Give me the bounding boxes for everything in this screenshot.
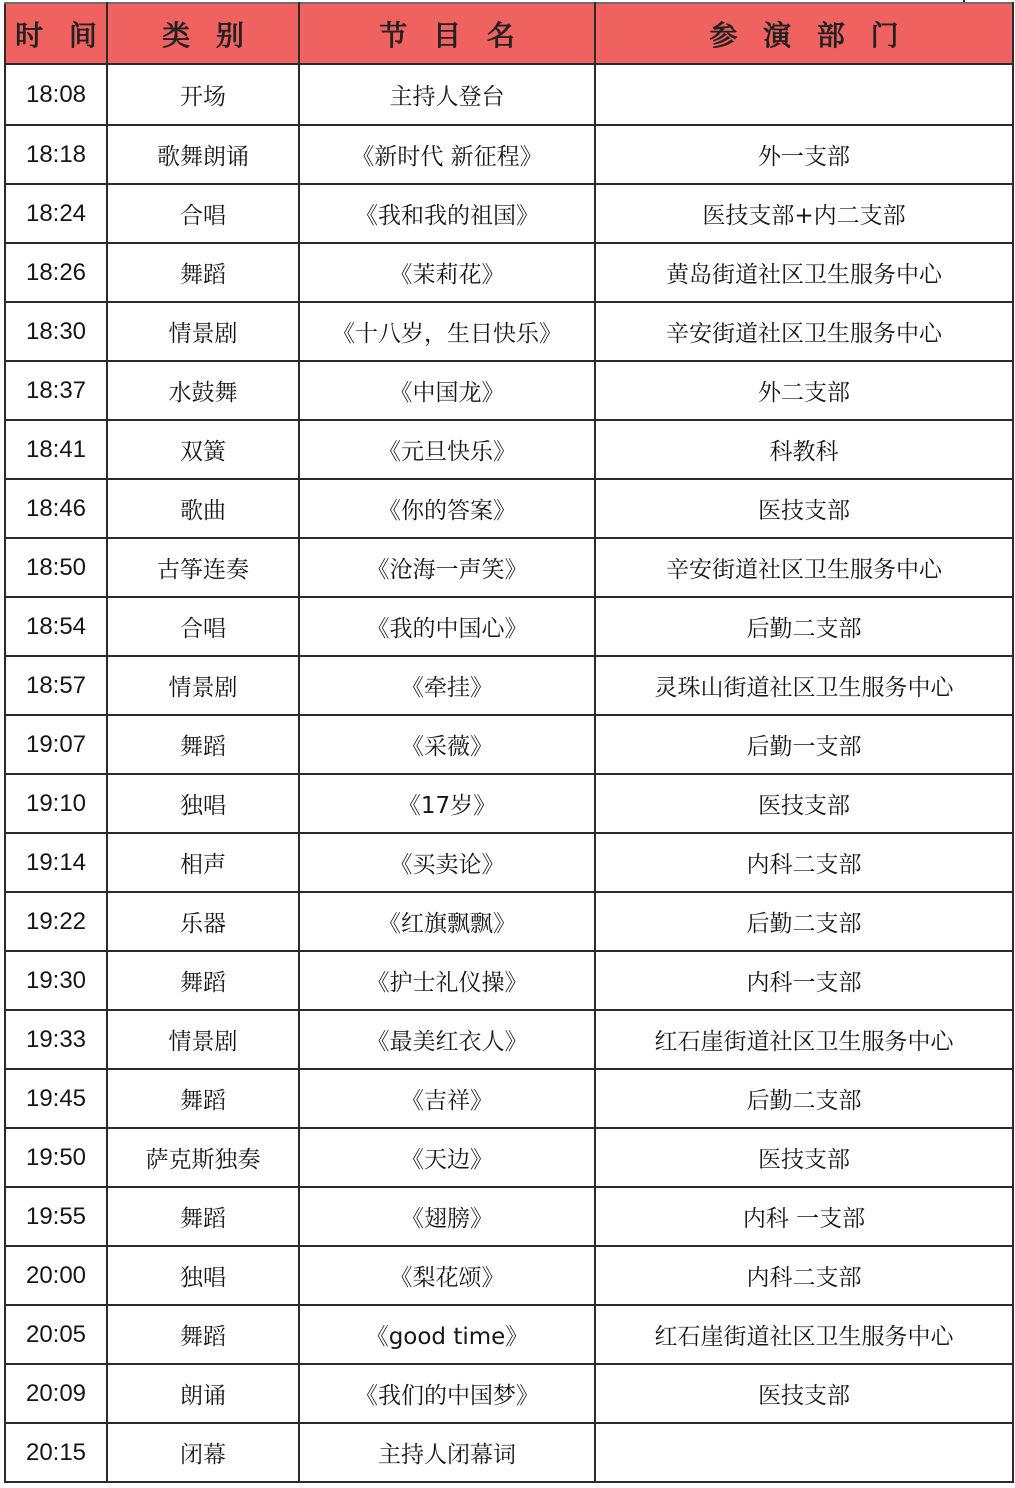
program-cell: 《梨花颂》 xyxy=(299,1246,595,1305)
department-cell: 黄岛街道社区卫生服务中心 xyxy=(595,243,1013,302)
time-cell: 18:26 xyxy=(5,243,107,302)
table-row xyxy=(5,951,1013,1010)
time-cell: 20:00 xyxy=(5,1246,107,1305)
program-cell: 《买卖论》 xyxy=(299,833,595,892)
program-cell: 《中国龙》 xyxy=(299,361,595,420)
program-schedule-table xyxy=(4,2,1014,1483)
program-cell: 《17岁》 xyxy=(299,774,595,833)
category-cell: 舞蹈 xyxy=(107,715,299,774)
department-cell: 辛安街道社区卫生服务中心 xyxy=(595,538,1013,597)
time-cell: 20:15 xyxy=(5,1423,107,1482)
table-row xyxy=(5,1069,1013,1128)
department-cell xyxy=(595,1423,1013,1482)
header-program-label: 节 目 名 xyxy=(379,18,523,52)
category-cell: 舞蹈 xyxy=(107,1069,299,1128)
header-category xyxy=(107,3,299,64)
time-cell: 18:46 xyxy=(5,479,107,538)
table-row xyxy=(5,420,1013,479)
table-body xyxy=(5,64,1013,1482)
table-row xyxy=(5,1010,1013,1069)
program-cell: 《茉莉花》 xyxy=(299,243,595,302)
department-cell xyxy=(595,64,1013,125)
time-cell: 18:08 xyxy=(5,64,107,125)
category-cell: 相声 xyxy=(107,833,299,892)
category-cell: 情景剧 xyxy=(107,1010,299,1069)
program-cell: 《good time》 xyxy=(299,1305,595,1364)
table-row xyxy=(5,479,1013,538)
program-cell: 《红旗飘飘》 xyxy=(299,892,595,951)
department-cell: 内科二支部 xyxy=(595,833,1013,892)
time-cell: 19:55 xyxy=(5,1187,107,1246)
time-cell: 18:24 xyxy=(5,184,107,243)
time-cell: 18:50 xyxy=(5,538,107,597)
department-cell: 红石崖街道社区卫生服务中心 xyxy=(595,1305,1013,1364)
category-cell: 舞蹈 xyxy=(107,951,299,1010)
table-row xyxy=(5,1187,1013,1246)
table-row xyxy=(5,1423,1013,1482)
program-cell: 主持人登台 xyxy=(299,64,595,125)
table-row xyxy=(5,64,1013,125)
time-cell: 18:30 xyxy=(5,302,107,361)
category-cell: 双簧 xyxy=(107,420,299,479)
category-cell: 古筝连奏 xyxy=(107,538,299,597)
time-cell: 19:14 xyxy=(5,833,107,892)
category-cell: 闭幕 xyxy=(107,1423,299,1482)
program-cell: 《采薇》 xyxy=(299,715,595,774)
department-cell: 红石崖街道社区卫生服务中心 xyxy=(595,1010,1013,1069)
header-time-label: 时 间 xyxy=(15,18,105,52)
department-cell: 内科二支部 xyxy=(595,1246,1013,1305)
table-header xyxy=(5,3,1013,64)
time-cell: 18:37 xyxy=(5,361,107,420)
table-row xyxy=(5,597,1013,656)
table-row xyxy=(5,656,1013,715)
category-cell: 情景剧 xyxy=(107,656,299,715)
category-cell: 合唱 xyxy=(107,597,299,656)
category-cell: 合唱 xyxy=(107,184,299,243)
department-cell: 后勤二支部 xyxy=(595,1069,1013,1128)
table-row xyxy=(5,361,1013,420)
department-cell: 医技支部 xyxy=(595,479,1013,538)
time-cell: 19:07 xyxy=(5,715,107,774)
table-row xyxy=(5,715,1013,774)
header-department-label: 参 演 部 门 xyxy=(709,18,907,52)
table-row xyxy=(5,774,1013,833)
time-cell: 18:54 xyxy=(5,597,107,656)
time-cell: 20:09 xyxy=(5,1364,107,1423)
table-row xyxy=(5,833,1013,892)
category-cell: 独唱 xyxy=(107,1246,299,1305)
time-cell: 19:22 xyxy=(5,892,107,951)
program-cell: 《我们的中国梦》 xyxy=(299,1364,595,1423)
table-row xyxy=(5,1128,1013,1187)
department-cell: 后勤二支部 xyxy=(595,597,1013,656)
program-cell: 《沧海一声笑》 xyxy=(299,538,595,597)
category-cell: 情景剧 xyxy=(107,302,299,361)
program-cell: 《最美红衣人》 xyxy=(299,1010,595,1069)
time-cell: 20:05 xyxy=(5,1305,107,1364)
table-row xyxy=(5,1246,1013,1305)
program-cell: 《吉祥》 xyxy=(299,1069,595,1128)
category-cell: 萨克斯独奏 xyxy=(107,1128,299,1187)
department-cell: 医技支部 xyxy=(595,1364,1013,1423)
category-cell: 朗诵 xyxy=(107,1364,299,1423)
department-cell: 医技支部 xyxy=(595,1128,1013,1187)
program-cell: 《翅膀》 xyxy=(299,1187,595,1246)
department-cell: 医技支部+内二支部 xyxy=(595,184,1013,243)
program-cell: 主持人闭幕词 xyxy=(299,1423,595,1482)
category-cell: 歌曲 xyxy=(107,479,299,538)
table-row xyxy=(5,538,1013,597)
category-cell: 舞蹈 xyxy=(107,1305,299,1364)
table-row xyxy=(5,184,1013,243)
table-row xyxy=(5,302,1013,361)
program-cell: 《我和我的祖国》 xyxy=(299,184,595,243)
program-cell: 《天边》 xyxy=(299,1128,595,1187)
table-row xyxy=(5,125,1013,184)
program-cell: 《我的中国心》 xyxy=(299,597,595,656)
category-cell: 开场 xyxy=(107,64,299,125)
category-cell: 独唱 xyxy=(107,774,299,833)
header-row xyxy=(5,3,1013,64)
category-cell: 乐器 xyxy=(107,892,299,951)
time-cell: 19:45 xyxy=(5,1069,107,1128)
department-cell: 灵珠山街道社区卫生服务中心 xyxy=(595,656,1013,715)
time-cell: 19:30 xyxy=(5,951,107,1010)
category-cell: 舞蹈 xyxy=(107,243,299,302)
program-cell: 《元旦快乐》 xyxy=(299,420,595,479)
header-program xyxy=(299,3,595,64)
program-cell: 《牵挂》 xyxy=(299,656,595,715)
department-cell: 外一支部 xyxy=(595,125,1013,184)
time-cell: 19:33 xyxy=(5,1010,107,1069)
program-cell: 《新时代 新征程》 xyxy=(299,125,595,184)
department-cell: 内科 一支部 xyxy=(595,1187,1013,1246)
department-cell: 医技支部 xyxy=(595,774,1013,833)
time-cell: 19:50 xyxy=(5,1128,107,1187)
time-cell: 18:41 xyxy=(5,420,107,479)
program-cell: 《护士礼仪操》 xyxy=(299,951,595,1010)
header-department xyxy=(595,3,1013,64)
table-row xyxy=(5,1364,1013,1423)
department-cell: 科教科 xyxy=(595,420,1013,479)
program-cell: 《你的答案》 xyxy=(299,479,595,538)
header-time xyxy=(5,3,107,64)
category-cell: 水鼓舞 xyxy=(107,361,299,420)
program-cell: 《十八岁，生日快乐》 xyxy=(299,302,595,361)
table-row xyxy=(5,1305,1013,1364)
department-cell: 外二支部 xyxy=(595,361,1013,420)
category-cell: 舞蹈 xyxy=(107,1187,299,1246)
department-cell: 后勤二支部 xyxy=(595,892,1013,951)
time-cell: 18:57 xyxy=(5,656,107,715)
category-cell: 歌舞朗诵 xyxy=(107,125,299,184)
department-cell: 内科一支部 xyxy=(595,951,1013,1010)
header-category-label: 类 别 xyxy=(162,18,252,52)
department-cell: 后勤一支部 xyxy=(595,715,1013,774)
table-row xyxy=(5,243,1013,302)
department-cell: 辛安街道社区卫生服务中心 xyxy=(595,302,1013,361)
time-cell: 18:18 xyxy=(5,125,107,184)
time-cell: 19:10 xyxy=(5,774,107,833)
table-row xyxy=(5,892,1013,951)
